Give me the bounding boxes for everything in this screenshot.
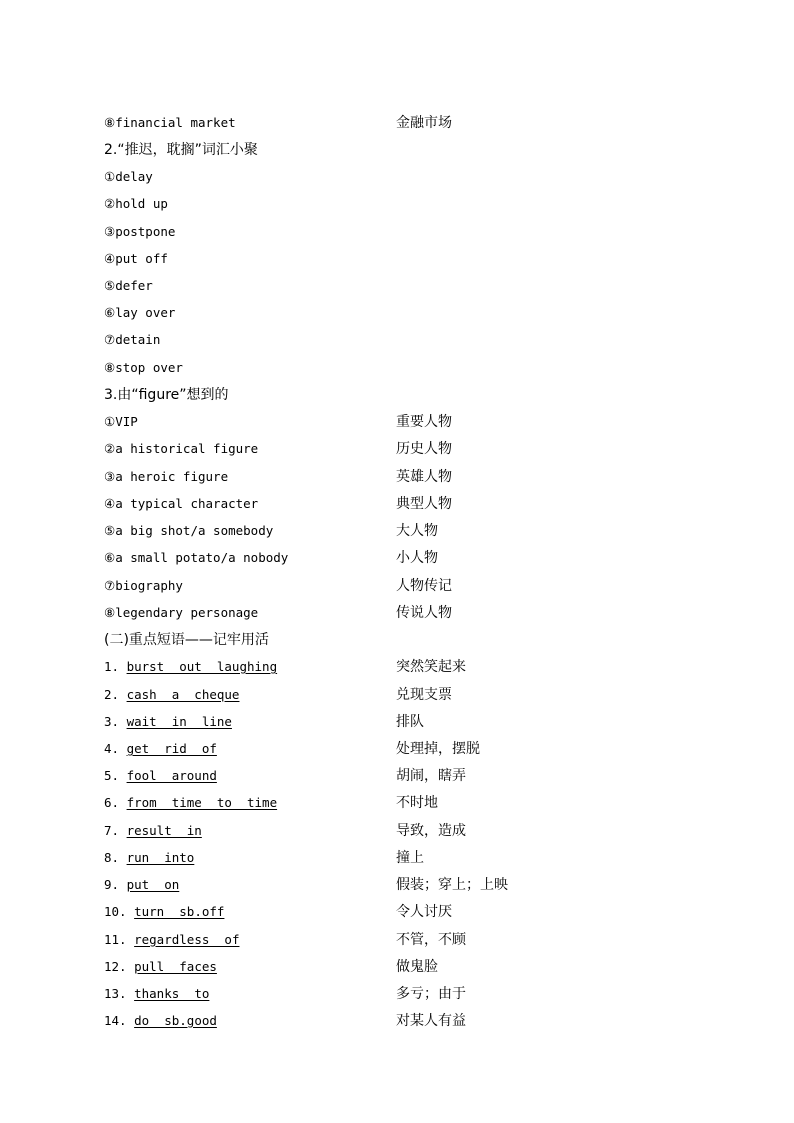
chinese-meaning: 不时地 [396,795,438,811]
chinese-meaning: 大人物 [396,523,438,539]
chinese-meaning: 令人讨厌 [396,904,452,920]
phrase-item [104,902,224,922]
phrase-answer: run into [126,850,195,865]
phrase-answer: burst out laughing [126,659,278,674]
english-term: ⑥lay over [104,305,176,320]
chinese-meaning: 排队 [396,714,424,730]
english-term: ⑤a big shot/a somebody [104,523,274,538]
phrase-number: 13. [104,986,135,1001]
phrase-answer: result in [126,823,202,838]
phrase-answer: get rid of [126,741,217,756]
phrase-answer: thanks to [134,986,210,1001]
english-term: ⑥a small potato/a nobody [104,550,289,565]
phrase-item [104,1011,217,1031]
phrase-item [104,957,217,977]
english-term: ④put off [104,251,168,266]
english-term: ⑧financial market [104,115,236,130]
phrase-number: 2. [104,687,127,702]
phrase-number: 4. [104,741,127,756]
chinese-meaning: 金融市场 [396,115,452,131]
phrase-item [104,766,217,786]
phrase-item [104,712,232,732]
phrase-answer: pull faces [134,959,217,974]
chinese-meaning: 传说人物 [396,605,452,621]
phrase-number: 6. [104,795,127,810]
english-term: ⑦biography [104,578,183,593]
phrase-item [104,739,217,759]
chinese-meaning: 人物传记 [396,578,452,594]
phrase-number: 14. [104,1013,135,1028]
chinese-meaning: 兑现支票 [396,687,452,703]
phrase-number: 5. [104,768,127,783]
phrase-item [104,793,277,813]
english-term: ①VIP [104,414,138,429]
phrase-answer: put on [126,877,180,892]
phrase-answer: do sb.good [134,1013,217,1028]
section-heading: 3.由“figure”想到的 [104,387,229,403]
chinese-meaning: 重要人物 [396,414,452,430]
phrase-answer: turn sb.off [134,904,225,919]
english-term: ⑧legendary personage [104,605,259,620]
english-term: ⑦detain [104,332,161,347]
phrase-number: 1. [104,659,127,674]
english-term: ⑤defer [104,278,153,293]
phrase-item [104,875,179,895]
phrase-answer: wait in line [126,714,232,729]
chinese-meaning: 假装；穿上；上映 [396,877,508,893]
phrase-item [104,848,194,868]
phrase-answer: from time to time [126,795,278,810]
chinese-meaning: 不管，不顾 [396,932,466,948]
chinese-meaning: 突然笑起来 [396,659,466,675]
section-heading: (二)重点短语——记牢用活 [104,632,269,648]
phrase-item [104,657,277,677]
phrase-answer: regardless of [134,932,240,947]
phrase-answer: fool around [126,768,217,783]
phrase-number: 11. [104,932,135,947]
phrase-number: 3. [104,714,127,729]
english-term: ⑧stop over [104,360,183,375]
english-term: ③a heroic figure [104,469,229,484]
phrase-number: 8. [104,850,127,865]
section-heading: 2.“推迟，耽搁”词汇小聚 [104,142,258,158]
chinese-meaning: 历史人物 [396,441,452,457]
phrase-item [104,930,239,950]
chinese-meaning: 典型人物 [396,496,452,512]
phrase-item [104,821,202,841]
phrase-number: 10. [104,904,135,919]
english-term: ①delay [104,169,153,184]
phrase-number: 9. [104,877,127,892]
phrase-item [104,984,209,1004]
phrase-number: 12. [104,959,135,974]
chinese-meaning: 小人物 [396,550,438,566]
chinese-meaning: 处理掉，摆脱 [396,741,480,757]
phrase-number: 7. [104,823,127,838]
chinese-meaning: 对某人有益 [396,1013,466,1029]
english-term: ②hold up [104,196,168,211]
english-term: ②a historical figure [104,441,259,456]
english-term: ④a typical character [104,496,259,511]
chinese-meaning: 撞上 [396,850,424,866]
english-term: ③postpone [104,224,176,239]
phrase-answer: cash a cheque [126,687,240,702]
chinese-meaning: 胡闹，瞎弄 [396,768,466,784]
chinese-meaning: 导致，造成 [396,823,466,839]
chinese-meaning: 多亏；由于 [396,986,466,1002]
phrase-item [104,685,239,705]
chinese-meaning: 英雄人物 [396,469,452,485]
chinese-meaning: 做鬼脸 [396,959,438,975]
